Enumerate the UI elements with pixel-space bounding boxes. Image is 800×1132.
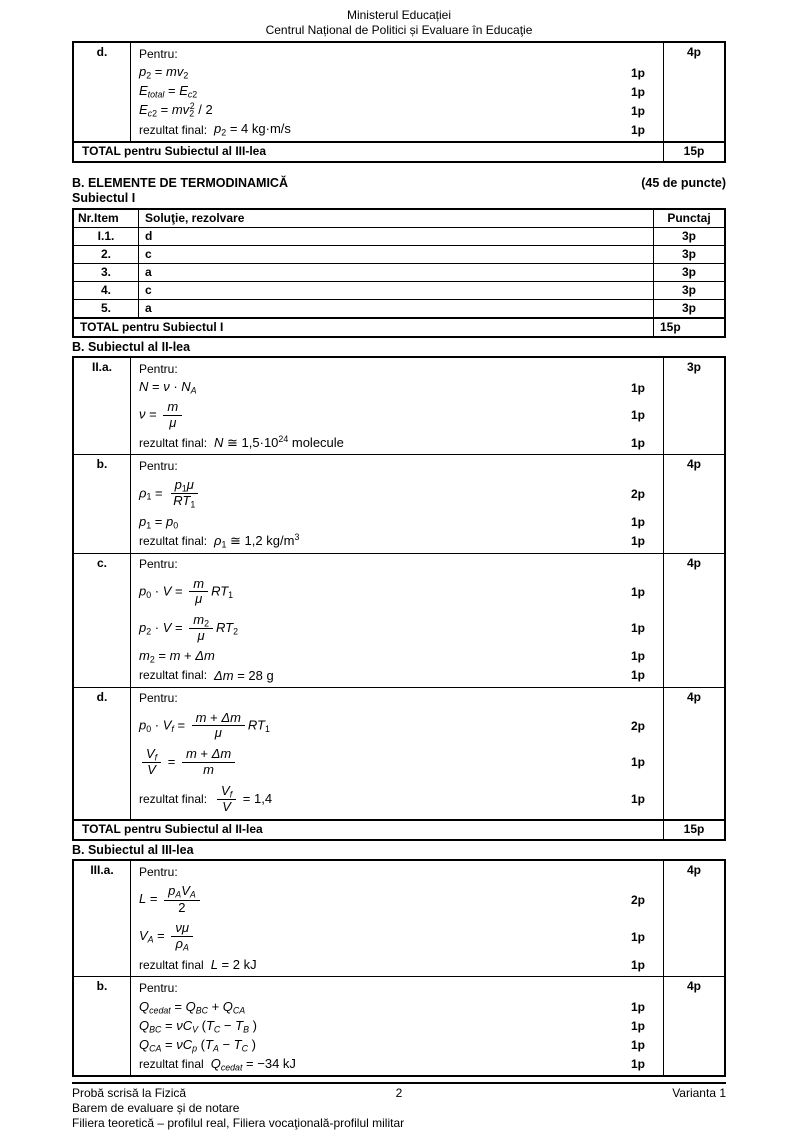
table-row [73,300,725,319]
line-prefix: rezultat final: [139,668,208,683]
fraction [142,747,161,778]
formula: $Q_{cedat} = Q_{BC} + Q_{CA}$ [139,998,246,1016]
table-row [73,860,725,976]
formula: $\rho_1$ ≅ 1,2 $kg/m^3$ [214,532,300,550]
subscript: C [241,1043,248,1054]
line-prefix: Pentru: [139,864,178,879]
table-row [73,553,725,687]
numerator: m + Δm [182,747,235,763]
solution-line [139,513,663,532]
points-label: 1p [630,999,645,1014]
formula: $p_1 = p_0$ [139,514,179,531]
subscript: 2 [149,654,155,665]
subscript: 1 [146,520,152,531]
points-label: 1p [630,957,645,972]
line-prefix: Pentru: [139,691,178,706]
subscript: B [243,1024,249,1035]
solution-line [139,397,663,433]
points-label: 1p [630,435,645,450]
solution-line [139,978,663,997]
points-label: 1p [630,515,645,530]
points-cell: 3p [654,264,726,282]
footer-filiera: Filiera teoretică – profilul real, Filiera vocaţională-profilul militar [72,1116,405,1131]
subscript: 2 [204,618,209,629]
solution-line [139,44,663,63]
subscript: 2 [189,108,195,119]
formula: $Q_{cedat} = -34$ kJ [210,1055,296,1073]
points-label: 1p [630,1018,645,1033]
points-cell: 4p [664,553,726,687]
numerator: m [163,400,182,416]
formula: $N = \nu \cdot N_A$ [139,379,197,396]
subscript: A [182,942,189,953]
subiectul-ii-heading: B. Subiectul al II-lea [72,340,191,354]
points-label: 1p [630,584,645,599]
points-label: 1p [630,122,645,137]
answer-cell: a [139,264,654,282]
item-cell: 5. [73,300,139,319]
formula: $E_{c2} = mv_2^2 / 2$ [139,101,213,119]
solution-cell [131,687,664,820]
fraction [164,884,200,915]
formula: L = 2 kJ [210,957,257,973]
points-cell: 3p [654,282,726,300]
numerator: νμ [171,921,193,937]
points-cell: 3p [654,228,726,246]
points-label: 1p [630,408,645,423]
subiectul-i-table [72,208,726,338]
solution-cell [131,553,664,687]
total-label-cell: TOTAL pentru Subiectul al III-lea [73,142,664,162]
formula: $Q_{BC} = \nu C_V$ ($T_C - T_B$ ) [139,1017,257,1035]
points-label: 1p [630,534,645,549]
solution-line [139,1035,663,1054]
solution-line [139,1016,663,1035]
solution-line [139,881,663,918]
answer-cell: c [139,282,654,300]
subiectul-ii-table [72,356,726,841]
points-label: 1p [630,621,645,636]
table-row [73,264,725,282]
section-a3-table [72,41,726,163]
solution-line [139,744,663,781]
subscript: c2 [147,108,158,119]
denominator: V [222,798,231,814]
fraction [192,711,245,741]
solution-line [139,456,663,475]
subscript: f [171,723,174,734]
subscript: 0 [146,589,152,600]
subscript: A [190,385,197,396]
superscript: 3 [294,532,300,543]
solution-cell [131,860,664,976]
subscript: A [175,889,182,900]
item-cell: 2. [73,246,139,264]
solution-line [139,555,663,574]
formula: $p_2 \cdot V$ = $\frac{m_2}{\mu}$ $RT_2$ [139,611,239,644]
points-label: 2p [630,486,645,501]
numerator: $V_f$ [142,747,161,763]
subscript: f [229,789,233,800]
fraction [171,921,193,952]
subscript: 1 [146,491,152,502]
points-label: 1p [630,103,645,118]
numerator: m [189,577,208,593]
points-label: 2p [630,718,645,733]
column-header: Punctaj [654,209,726,228]
solution-line [139,359,663,378]
line-prefix: Pentru: [139,458,178,473]
solution-line [139,781,663,818]
denominator: μ [214,725,222,741]
section-b-points: (45 de puncte) [641,176,726,190]
solution-cell [131,42,664,142]
solution-line [139,63,663,82]
points-label: 2p [630,892,645,907]
subscript: CA [149,1043,162,1054]
solution-line [139,101,663,120]
formula: L = $\frac{p_AV_A}{2}$ [139,881,203,918]
table-row [73,687,725,820]
numerator: $m_2$ [189,613,213,629]
footer-barem: Barem de evaluare și de notare [72,1101,240,1116]
points-label: 1p [630,668,645,683]
subscript: 1 [221,539,227,550]
subscript: BC [149,1024,162,1035]
points-label: 1p [630,755,645,770]
solution-cell [131,455,664,554]
numerator: $V_f$ [217,784,236,800]
denominator: μ [197,628,205,644]
denominator: $RT_1$ [173,493,196,510]
section-b-heading [72,176,726,191]
line-prefix: rezultat final: [139,792,208,807]
item-cell: III.a. [73,860,131,976]
subscript: 1 [228,589,234,600]
formula: $p_2 = 4$ kg·m/s [214,121,291,138]
numerator: m + Δm [192,711,245,727]
table-row [73,42,725,142]
solution-line [139,610,663,647]
formula: $\rho_1$ = $\frac{p_1\mu}{RT_1}$ [139,475,202,513]
line-prefix: rezultat final: [139,435,208,450]
points-cell: 4p [664,687,726,820]
points-label: 1p [630,792,645,807]
total-points-cell: 15p [664,820,726,840]
points-cell: 4p [664,860,726,976]
item-cell: d. [73,687,131,820]
item-cell: II.a. [73,357,131,455]
subscript: 2 [183,70,189,81]
line-prefix: Pentru: [139,46,178,61]
solution-line [139,82,663,101]
subscript: 0 [173,520,179,531]
total-row [73,820,725,840]
formula: $E_{total} = E_{c2}$ [139,83,198,100]
points-label: 1p [630,84,645,99]
points-cell: 3p [664,357,726,455]
subscript: 2 [221,127,227,138]
table-row [73,228,725,246]
item-cell: b. [73,977,131,1077]
subscript: 2 [146,70,152,81]
formula: $Q_{CA} = \nu C_p$ ($T_A - T_C$ ) [139,1036,256,1054]
solution-line [139,532,663,551]
solution-line [139,433,663,452]
subscript: BC [195,1005,208,1016]
points-label: 1p [630,380,645,395]
solution-cell [131,357,664,455]
denominator: V [147,762,156,778]
points-cell: 4p [664,455,726,554]
solution-cell [131,977,664,1077]
formula: $V_A$ = $\frac{\nu\mu}{\rho_A}$ [139,918,196,955]
subscript: C [213,1024,221,1035]
column-header: Nr.Item [73,209,139,228]
points-label: 1p [630,65,645,80]
solution-line [139,708,663,744]
subscript: cedat [149,1005,171,1016]
formula: $m_2 = m + \Delta m$ [139,648,215,665]
item-cell: 3. [73,264,139,282]
solution-line [139,1054,663,1073]
item-cell: c. [73,553,131,687]
total-row [73,318,725,337]
table-row [73,282,725,300]
numerator: $p_1\mu$ [171,478,198,494]
denominator: μ [195,591,203,607]
solution-line [139,120,663,139]
table-row [73,246,725,264]
superscript: 24 [278,433,289,444]
ministry-line: Ministerul Educației [346,8,452,22]
subscript: f [154,752,158,763]
total-row [73,142,725,162]
subscript: V [192,1024,198,1035]
table-row [73,455,725,554]
page-header [72,8,726,38]
solution-line [139,918,663,955]
line-prefix: Pentru: [139,361,178,376]
footer-line-1 [72,1086,726,1101]
subscript: A [212,1043,219,1054]
solution-line [139,647,663,666]
solution-line [139,475,663,513]
total-points-cell: 15p [664,142,726,162]
line-prefix: rezultat final: [139,534,208,549]
numerator: $p_AV_A$ [164,884,200,900]
subscript: 0 [146,723,152,734]
item-cell: b. [73,455,131,554]
answer-cell: c [139,246,654,264]
subscript: 2 [146,626,152,637]
line-prefix: rezultat final [139,957,204,972]
subscript: total [147,89,165,100]
subscript: 1 [190,499,196,510]
header-row [73,209,725,228]
fraction [169,478,199,510]
line-prefix: rezultat final: [139,122,208,137]
formula: Δm = 28 g [214,667,274,683]
denominator: m [203,761,214,777]
answer-cell: a [139,300,654,319]
center-line: Centrul Național de Politici și Evaluare în Educaţie [265,23,533,37]
fraction [182,747,235,777]
item-cell: I.1. [73,228,139,246]
line-prefix: Pentru: [139,557,178,572]
footer-exam-name: Probă scrisă la Fizică [72,1086,187,1101]
section-b-title: B. ELEMENTE DE TERMODINAMICĂ [72,176,288,190]
solution-line [139,997,663,1016]
fraction [217,784,236,815]
formula: N ≅ $1,5\cdot 10^{24}$ molecule [214,433,344,450]
solution-line [139,666,663,685]
denominator: μ [169,414,177,430]
footer-variant: Varianta 1 [672,1086,726,1101]
table-row [73,357,725,455]
subscript: A [189,889,196,900]
subscript: cedat [220,1062,243,1073]
solution-line [139,378,663,397]
line-prefix: Pentru: [139,980,178,995]
fraction [189,613,213,644]
denominator: 2 [178,899,186,915]
total-points-cell: 15p [654,318,726,337]
solution-line [139,955,663,974]
item-cell: 4. [73,282,139,300]
subiectul-i-heading: Subiectul I [72,191,136,205]
solution-line [139,689,663,708]
total-label-cell: TOTAL pentru Subiectul I [73,318,654,337]
denominator: $\rho_A$ [175,935,189,953]
solution-line [139,574,663,610]
subscript: p [192,1043,198,1054]
item-cell: d. [73,42,131,142]
subscript: c2 [187,89,198,100]
line-prefix: rezultat final [139,1056,204,1071]
points-cell: 3p [654,300,726,319]
formula: $p_0 \cdot V$ = $\frac{m}{\mu}$ $RT_1$ [139,575,234,607]
subiectul-iii-heading: B. Subiectul al III-lea [72,843,194,858]
points-label: 1p [630,1056,645,1071]
points-label: 1p [630,929,645,944]
subscript: 1 [181,483,187,494]
points-cell: 4p [664,42,726,142]
subscript: CA [232,1005,246,1016]
total-label-cell: TOTAL pentru Subiectul al II-lea [73,820,664,840]
column-header: Soluţie, rezolvare [139,209,654,228]
formula: $p_0 \cdot V_f$ = $\frac{m + \Delta m}{\mu}$ $RT_1$ [139,709,270,741]
formula: $\frac{V_f}{V}$ = $\frac{m + \Delta m}{m}$ [139,744,238,781]
formula: ν = $\frac{m}{\mu}$ [139,397,185,433]
footer-page-number: 2 [395,1086,403,1101]
subscript: 1 [265,723,270,734]
points-cell: 4p [664,977,726,1077]
page-footer [72,1082,726,1131]
points-label: 1p [630,649,645,664]
table-row [73,977,725,1077]
subiectul-iii-table [72,859,726,1077]
points-cell: 3p [654,246,726,264]
solution-line [139,862,663,881]
subscript: A [147,934,154,945]
formula: $p_2 = mv_2$ [139,64,189,81]
answer-cell: d [139,228,654,246]
fraction [163,400,182,430]
fraction [189,577,208,607]
formula: $\frac{V_f}{V}$ = 1,4 [214,781,272,818]
superscript: 2 [189,101,195,112]
points-label: 1p [630,1037,645,1052]
subscript: 2 [233,626,239,637]
